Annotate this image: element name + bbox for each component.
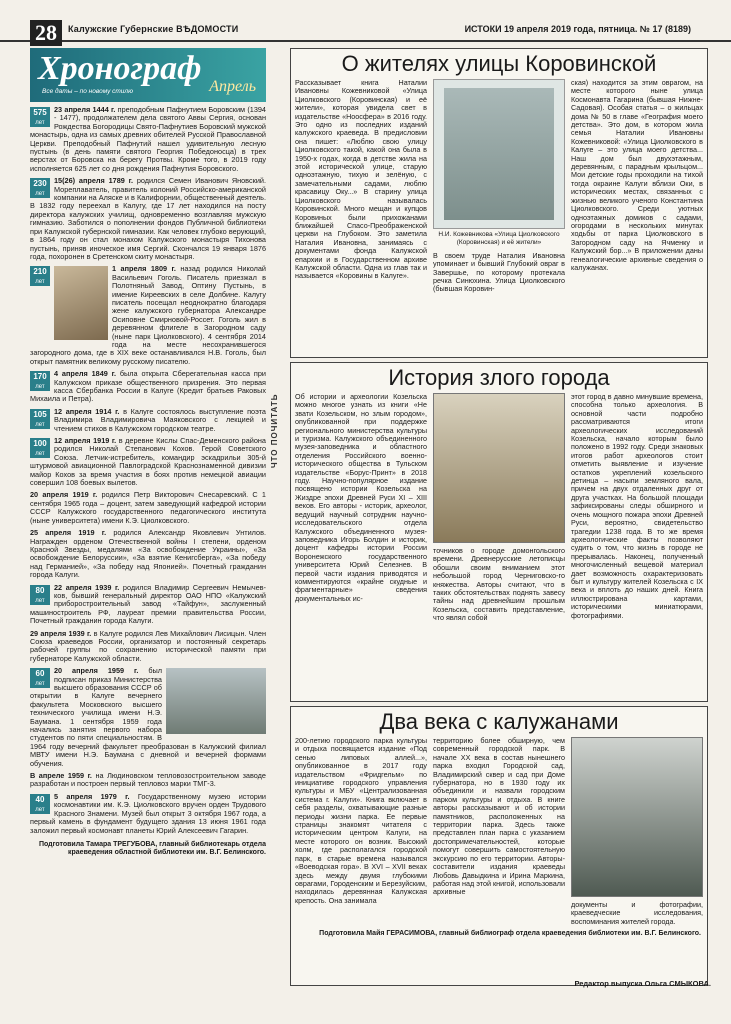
badge-unit: лет (35, 279, 45, 286)
entry-date: 20 апреля 1919 г. (30, 490, 98, 500)
badge-number: 80 (35, 585, 45, 595)
badge-unit: лет (35, 384, 45, 391)
article-col: Рассказывает книга Наталии Ивановны Кожевниковой «Улица Циолковского (Коровинская) и её жители», которая увидела свет в издательстве «Ноосфера» в 2016 году. Это одно из последних изданий калужского краеведа. В предисловии она пишет: «Люблю свою улицу Циолковского такой, какой она была в 1950-х годах, когда в детстве жила на этой исторической улице, старую одноэтажную, тихую и зелёную, с замечательными садами, люблю красавицу Оку...» В старину улица Циолковского называлась Коровинской. Много мещан и купцов Коровиных были прихожанами ближайшей Спасо-Преображенской церкви на Глубоком. Это заметила Наталия Ивановна, занимаясь с документами фонда Калужской епархии и в Государственном архиве Калужской области. Одна из глав так и называется «Коровины в Калуге». (295, 78, 427, 281)
entry-text: в Калуге состоялось выступление поэта Владимира Владимировича Маяковского с лекцией и чтением стихов в Калужском городском театре. (54, 406, 266, 433)
badge-number: 210 (33, 267, 47, 277)
article-title: История злого города (388, 365, 610, 390)
bauman-building-photo (166, 668, 266, 734)
chronograph-entry (30, 491, 266, 525)
article-col: В своем труде Наталия Ивановна упоминает и бывший Глубокий овраг в Завершье, по которому протекала речка Синюхина. Улица Циолковского (бывшая Коровин- (433, 250, 565, 294)
book-cover-image (433, 79, 565, 229)
paper-name: Калужские Губернские ВѢДОМОСТИ (68, 24, 239, 34)
badge-number: 575 (33, 108, 47, 117)
badge-unit: лет (35, 806, 45, 813)
chronograph-prepared-by: Подготовила Тамара ТРЕГУБОВА, главный библиотекарь отдела краеведения областной библиотеки им. В.Г. Белинского. (38, 840, 266, 857)
chronograph-month: Апрель (209, 78, 256, 95)
page-number: 28 (30, 20, 62, 46)
badge-unit: лет (35, 421, 45, 428)
entry-date: 22 апреля 1939 г. (54, 582, 120, 592)
chronograph-entry (30, 437, 266, 487)
book-caption: Н.И. Кожевникова «Улица Циолковского (Коровинская) и её жители» (438, 231, 560, 247)
badge-unit: лет (35, 597, 45, 604)
chronograph-entry (30, 529, 266, 579)
article-kozelsk (290, 362, 708, 702)
chronograph-title: Хронограф (38, 50, 202, 87)
article-title: Два века с калужанами (379, 709, 619, 734)
entry-date: 4 апреля 1849 г. (54, 369, 117, 379)
editor-line: Редактор выпуска Ольга СМЫКОВА. (574, 979, 711, 988)
entry-text: родился Петр Викторович Снесаревский. С 1 сентября 1965 года – доцент, затем заведующий кафедрой истории СССР Калужского государственного педагогического института (ныне университета) имени К.Э. Циолковского. (30, 490, 266, 525)
chronograph-entry (30, 630, 266, 664)
article-col: 200-летию городского парка культуры и отдыха посвящается издание «Под сенью липовых аллей...», опубликованное в 2017 году издательством «Фридгельм» по инициативе городского управления культуры и МБУ «Централизованная система г. Калуги». Книга включает в себя разделы, охватывающие разные периоды жизни парка. Ее первые страницы знакомят читателя с историческим центром Калуги, на месте которого он возник. Высокий холм, где располагался городской парк, в старые времена назывался «Воеводская гора». В XVI – XVII веках здесь между двумя глубокими оврагами, Городенским и Березуйским, находилась деревянная Калужская крепость. Она занимала (295, 736, 427, 905)
page-header (0, 0, 731, 45)
badge-number: 170 (33, 372, 47, 382)
entry-text: была открыта Сберегательная касса при Калужском приказе общественного призрения. Это первая касса Сбербанка России в Калуге (Кредит братьев Раковых Михаила и Петра). (30, 369, 266, 404)
chronograph-subtitle: Все даты – по новому стилю (42, 88, 133, 95)
entry-text: в Калуге родился Лев Михайлович Лисицын. Член Союза краеведов России, организатор и постоянный секретарь рабочей группы по сохранению исторической памяти при губернаторе Калужской области. (30, 628, 266, 663)
badge-number: 60 (35, 669, 45, 679)
entry-text: родился Владимир Сергеевич Немычев-ков, бывший генеральный директор ОАО НПО «Калужский приборостроительный завод «Тайфун», заслуженный машиностроитель РФ, лауреат премии правительства России, Почетный гражданин города Калуги. (30, 582, 266, 626)
entry-date: 25 апреля 1919 г. (30, 528, 107, 538)
badge-number: 100 (33, 439, 47, 449)
entry-text: родился Александр Яковлевич Унтилов. Награжден орденом Отечественной войны I степени, орденом Красной Звезды, медалями «За освобождение Украины», «За освобождение Белоруссии», «За взятие Кенигсберга», «За победу над Германией», «За победу над Японией». Почетный гражданин города Калуги. (30, 528, 266, 580)
section-side-label: ЧТО ПОЧИТАТЬ (270, 393, 279, 468)
chronograph-banner (30, 48, 266, 102)
entry-text: в деревне Кислы Спас-Деменского района родился Николай Степанович Кохов. Герой Советского Союза. Летчик-истребитель, командир эскадрильи 305-й штурмовой авиационной Павлоградской Краснознаменной дивизии майор Кохов за время участия в боях против немецкой авиации совершил 108 боевых вылетов. (30, 436, 266, 488)
anniversary-badge (30, 371, 50, 391)
badge-unit: лет (35, 681, 45, 688)
article-col: документы и фотографии, краеведческие исследования, воспоминания жителей города. (571, 900, 703, 926)
article-park (290, 706, 708, 986)
badge-unit: лет (35, 191, 45, 198)
entry-date: В апреле 1959 г. (30, 771, 92, 781)
badge-number: 105 (33, 409, 47, 419)
badge-number: 230 (33, 179, 47, 189)
entry-date: 1 апреля 1809 г. (112, 264, 176, 274)
gogol-monument-photo (54, 266, 108, 340)
chronograph-entry (30, 793, 266, 835)
article-title: О жителях улицы Коровинской (341, 51, 657, 76)
anniversary-badge (30, 266, 50, 286)
article-col: этот город в давно минувшие времена, способна только археология. В основной части подробно рассматриваются итоги археологических исследований Козельска, начало которым было положено в 1992 году. Среди знаковых итогов работ археологов стоит отметить выявление и изучение остатков укреплений козельского детинца – насыпи земляного вала, причем на двух отдаленных друг от друга участках. На большой площади зафиксированы следы обширного и очень мощного пожара эпохи Древней Руси, вероятно, свидетельство трагедии 1238 года. В то же время археологические факты позволяют судить о том, что жизнь в городе не прерывалась. Наконец, полученный многочисленный вещевой материал дает возможность охарактеризовать быт и культуру жителей Козельска с IX века и вплоть до наших дней. Книга иллюстрирована картами, историческими миниатюрами, фотографиями. (571, 392, 703, 620)
book-cover-image (571, 737, 703, 897)
chronograph-entry (30, 106, 266, 173)
badge-unit: лет (35, 451, 45, 458)
article-col: точников о городе домонгольского времени. Древнерусские летописцы обошли своим вниманием этот небольшой город Черниговско-го княжества. Авторы считают, что в таких обстоятельствах поднять завесу тайны над древнейшим прошлым Козельска, составить представление, что являл собой (433, 546, 565, 623)
chronograph-entry (30, 667, 266, 768)
entry-date: 12 апреля 1914 г. (54, 406, 120, 416)
chronograph-entries (30, 106, 266, 835)
article-col: Об истории и археологии Козельска можно многое узнать из книги «Не звати Козельском, но злым городом», опубликованной при поддержке регионального министерства культуры и туризма. Калужского объединенного музея-заповедника и областного отделения Российского военно-исторического общества в Тульском издательстве «Борус-Принт» в 2018 году. Научно-популярное издание посвящено истории Козельска на Жиздре эпохи Древней Руси XI – XIII веков. Его авторы - историк, археолог, ведущий научный сотрудник научно-исследовательского отдела Калужского объединенного музея-заповедника Игорь Болдин и историк, доцент кафедры истории России Воронежского государственного университета Юрий Селезнев. В первой части издания приводятся и комментируются «крайне скудные и фрагментарные» сведения документальных ис- (295, 392, 427, 603)
badge-unit: лет (35, 120, 45, 126)
issue-line: ИСТОКИ 19 апреля 2019 года, пятница. № 17 (8189) (464, 24, 691, 34)
anniversary-badge (30, 585, 50, 605)
entry-text: на Людиновском тепловозостроительном заводе разработан и построен первый тепловоз марки ТМГ-3. (30, 771, 266, 789)
entry-text: был подписан приказ Министерства высшего образования СССР об открытии в Калуге вечернего факультета Московского высшего технического училища имени Н.Э. Баумана. 1 сентября 1959 года начались занятия первого набора студентов по пяти специальностям. В 1964 году вечерний факультет преобразован в Калужский филиал МВТУ имени Н.Э. Баумана с дневной и вечерней формами обучения. (30, 666, 266, 768)
entry-date: 20 апреля 1959 г. (54, 666, 139, 676)
article-col: территорию более обширную, чем современный городской парк. В начале XX века в состав нынешнего парка входил Городской сад, Владимирский сквер и сад при Доме губернатора, но в 1930 году их объединили и назвали городским парком культуры и отдыха. В книге авторы рассказывают и об истории памятников, расположенных на территории парка. Здесь также представлен план парка с указанием достопримечательностей, которые помогут совершить самостоятельную экскурсию по его территории. Авторы-составители издания краеведы Любовь Давыдкина и Ирина Маркина, работая над этой книгой, использовали архивные (433, 736, 565, 897)
chronograph-entry (30, 772, 266, 789)
anniversary-badge (30, 668, 50, 688)
chronograph-entry (30, 177, 266, 261)
anniversary-badge (30, 107, 50, 127)
article-korovinskaya (290, 48, 708, 358)
entry-date: 29 апреля 1939 г. (30, 628, 92, 638)
entry-text: Государственному музею истории космонавтики им. К.Э. Циолковского вручен орден Трудового Красного Знамени. Музей был открыт 3 октября 1967 года, а первый камень в фундамент будущего здания 13 июня 1961 года заложил первый космонавт планеты Юрий Алексеевич Гагарин. (30, 791, 266, 835)
anniversary-badge (30, 409, 50, 429)
reading-section (272, 48, 708, 988)
chronograph-entry (30, 584, 266, 626)
chronograph-entry (30, 408, 266, 433)
entry-text: назад родился Николай Васильевич Гоголь. Писатель приезжал в Полотняный Завод, Оптину Пустынь, в имение Киреевских в селе Долбине. Калугу писатель посещал неоднократно благодаря жене калужского губернатора Александре Осиповне Смирновой-Россет. Гоголь жил в деревянном флигеле в Загородном саду (ныне парк Циолковского). 4 сентября 2014 года на месте несохранившегося загородного дома, где в XIX веке останавливался Н.В. Гоголь, был открыт памятник великому русскому писателю. (30, 264, 266, 366)
anniversary-badge (30, 794, 50, 814)
badge-number: 40 (35, 794, 45, 804)
article-signature: Подготовила Майя ГЕРАСИМОВА, главный библиограф отдела краеведения библиотеки им. В.Г. Белинского. (319, 930, 701, 938)
entry-text: преподобным Пафнутием Боровским (1394 - 1477), продолжателем дела святого Аввы Сергия, основан Рождества Богородицы Свято-Пафнутиев Боровский мужской монастырь, одна из самых древних обителей Русской Православной Церкви. Преподобный Пафнутий нашел удивительную лесную пустынь (в день памяти святого Георгия Победоносца) в трех верстах от Боровска на берегу Протвы. Кроме того, в 2019 году исполняется 625 лет со дня рождения Пафнутия Боровского. (30, 105, 266, 173)
chronograph-column (30, 48, 266, 988)
entry-text: родился Семен Иванович Яновский. Мореплаватель, правитель колоний Российско-американской компании на Аляске и в Калифорнии, общественный деятель. В 1832 году переехал в Калугу, где 17 лет находился на посту директора калужских училищ, одновременно возглавляя мужскую гимназию. Заботился о пополнении фондов Публичной библиотеки при Калужской губернской гимназии. Как человек глубоко верующий, в 1864 году он стал монахом Калужского монастыря Тихонова пустынь, приняв иноческое имя Сергий. Скончался 19 января 1876 года, похоронен в Сретенском скиту монастыря. (30, 176, 266, 261)
chronograph-entry (30, 265, 266, 366)
entry-date: 5 апреля 1979 г. (54, 791, 130, 801)
entry-date: 12 апреля 1919 г. (54, 436, 117, 446)
anniversary-badge (30, 178, 50, 198)
anniversary-badge (30, 438, 50, 458)
entry-date: 15(26) апреля 1789 г. (54, 176, 134, 186)
chronograph-entry (30, 370, 266, 404)
entry-date: 23 апреля 1444 г. (54, 105, 116, 114)
book-cover-image (433, 393, 565, 543)
article-col: ская) находится за этим оврагом, на месте которого ныне улица Космонавта Гагарина (бывшая Нижне-Садовая). Особая статья – о жильцах дома № 50 в главе «География моего детства». Это дом, в котором жила семья Наталии Ивановны Кожевниковой: «Улица Циолковского в Калуге – это улица моего детства... Наш дом был двухэтажным, деревянным, с парадным крыльцом... Мои детские годы проходили на тихой тогда окраине Калуги вблизи Оки, в исторических местах, связанных с жизнью великого ученого Константина Циолковского. Среди уютных одноэтажных домиков с садами, огородами в нескольких минутах ходьбы от парка Циолковского в Загородном саду на Ячменку и Калужский бор...» В приложении даны генеалогические архивные сведения о калужанах. (571, 78, 703, 272)
